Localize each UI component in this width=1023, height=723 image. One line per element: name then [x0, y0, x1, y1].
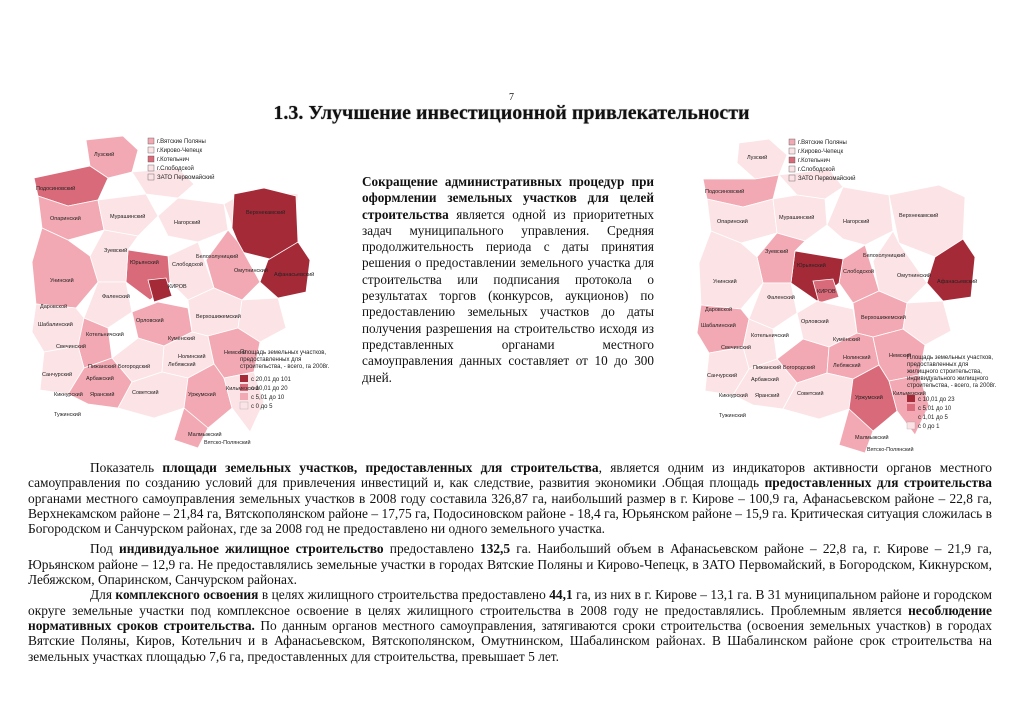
svg-text:Нолинский: Нолинский	[178, 354, 206, 360]
svg-text:Советский: Советский	[132, 390, 159, 396]
legend-city: г.Вятские Поляны	[157, 139, 206, 145]
svg-text:Опаринский: Опаринский	[717, 219, 748, 225]
svg-text:Слободской: Слободской	[172, 262, 203, 268]
svg-text:Верхошижемский: Верхошижемский	[861, 315, 906, 321]
svg-text:Лузский: Лузский	[747, 155, 768, 161]
legend-title-line: строительства, - всего, га 2008г.	[907, 383, 997, 389]
svg-text:Вятско-Полянский: Вятско-Полянский	[867, 447, 914, 453]
legend-city: г.Вятские Поляны	[798, 140, 847, 146]
svg-text:Богородский: Богородский	[118, 364, 151, 370]
svg-text:Фаленский: Фаленский	[767, 295, 795, 301]
legend-title-line: жилищного строительства,	[907, 369, 982, 375]
svg-text:Шабалинский: Шабалинский	[701, 323, 736, 329]
svg-text:Немский: Немский	[889, 353, 912, 359]
svg-text:Санчурский: Санчурский	[42, 372, 73, 378]
svg-text:КИРОВ: КИРОВ	[168, 284, 187, 290]
page-title: 1.3. Улучшение инвестиционной привлекательности	[273, 102, 750, 124]
svg-text:Нагорский: Нагорский	[174, 220, 201, 226]
legend-class: с 0 до 5	[251, 404, 273, 410]
svg-text:Орловский: Орловский	[801, 319, 829, 325]
svg-text:Шабалинский: Шабалинский	[38, 322, 73, 328]
intro-rest: является одной из приоритетных задач муниципального управления. Средняя продолжительность периода с даты принятия решения о предоставлении земельного участка для строительства или подписания протокола о результатах торгов (конкурсов, аукционов) по предоставлению земельных участков до даты получения разрешения на строительство исходя из представленных органами местного самоуправления данных составляет от 10 до 300 дней.	[362, 206, 654, 385]
svg-text:Подосиновский: Подосиновский	[36, 186, 76, 192]
legend-title-line: индивидуального жилищного	[907, 376, 989, 382]
paragraph-individual-housing: Под индивидуальное жилищное строительство предоставлено 132,5 га. Наибольший объем в Афанасьевском районе – 22,8 га, г. Кирове – 21,9 га, Юрьянском районе – 12,9 га. Не предоставлялись земельные участки в городах Вятские Поляны и Кирово-Чепецк, в ЗАТО Первомайский, в Богородском, Кикнурском, Лебяжском, Опаринском, Санчурском районах.	[28, 541, 993, 588]
svg-text:Арбажский: Арбажский	[751, 377, 779, 383]
legend-title-line: Площадь земельных участков,	[240, 350, 327, 356]
svg-text:Омутнинский: Омутнинский	[234, 268, 268, 274]
svg-text:Афанасьевский: Афанасьевский	[937, 279, 978, 285]
svg-text:Орловский: Орловский	[136, 318, 164, 324]
map-housing-plots	[693, 133, 1023, 458]
svg-text:Кикнурский: Кикнурский	[54, 392, 83, 398]
svg-text:Белохолуницкий: Белохолуницкий	[196, 254, 239, 260]
svg-text:Лебяжский: Лебяжский	[833, 363, 861, 369]
legend-class: с 10,01 до 20	[251, 386, 288, 392]
svg-text:Нолинский: Нолинский	[843, 355, 871, 361]
svg-text:КИРОВ: КИРОВ	[817, 289, 836, 295]
map-housing-plots-svg	[693, 133, 1023, 458]
svg-text:Зуевский: Зуевский	[765, 249, 789, 255]
svg-text:Нагорский: Нагорский	[843, 219, 870, 225]
page-number: 7	[509, 92, 514, 103]
legend-class: с 10,01 до 23	[918, 397, 955, 403]
svg-text:Арбажский: Арбажский	[86, 376, 114, 382]
legend-city: ЗАТО Первомайский	[798, 176, 856, 182]
map-land-plots-total-svg	[28, 132, 354, 450]
svg-text:Пижанский: Пижанский	[88, 364, 117, 370]
svg-text:Советский: Советский	[797, 391, 824, 397]
map-land-plots-total	[28, 132, 354, 450]
svg-text:Малмыжский: Малмыжский	[855, 435, 889, 441]
legend-title-line: Площадь земельных участков,	[907, 355, 994, 361]
paragraph-land-area: Показатель площади земельных участков, предоставленных для строительства, является одним из индикаторов активности органов местного самоуправления по созданию условий для привлечения инвестиций и, как следствие, развития экономики .Общая площадь предоставленных для строительства органами местного самоуправления земельных участков в 2008 году составила 326,87 га, наибольший размер в г. Кирове – 100,9 га, Афанасьевском районе – 22,8 га, Верхнекамском районе – 21,84 га, Вятскополянском районе – 17,75 га, Подосиновском районе - 18,4 га, Юрьянском районе – 15,9 га. Критическая ситуация сложилась в Богородском и Санчурском районах, где за 2008 год не предоставлено ни одного земельного участка.	[28, 460, 992, 537]
svg-text:Богородский: Богородский	[783, 365, 816, 371]
svg-text:Опаринский: Опаринский	[50, 216, 81, 222]
svg-text:Лебяжский: Лебяжский	[168, 362, 196, 368]
legend-class: с 1,01 до 5	[918, 415, 948, 421]
svg-text:Омутнинский: Омутнинский	[897, 273, 931, 279]
svg-text:Мурашинский: Мурашинский	[779, 215, 815, 221]
svg-text:Тужинский: Тужинский	[719, 413, 746, 419]
svg-text:Уржумский: Уржумский	[188, 392, 216, 398]
legend-city: г.Слободской	[157, 166, 194, 172]
svg-text:Кильмезский: Кильмезский	[226, 386, 259, 392]
legend-city: ЗАТО Первомайский	[157, 175, 215, 181]
legend-city: г.Слободской	[798, 167, 835, 173]
svg-text:Верхнекамский: Верхнекамский	[899, 213, 939, 219]
intro-paragraph	[362, 174, 654, 386]
svg-text:Мурашинский: Мурашинский	[110, 214, 146, 220]
svg-text:Котельничский: Котельничский	[86, 332, 124, 338]
legend-title-line: строительства, - всего, га 2008г.	[240, 364, 330, 370]
svg-text:Зуевский: Зуевский	[104, 248, 128, 254]
body-text	[28, 460, 992, 664]
svg-text:Котельничский: Котельничский	[751, 333, 789, 339]
svg-text:Юрьянский: Юрьянский	[130, 260, 159, 266]
svg-text:Кумёнский: Кумёнский	[833, 337, 861, 343]
svg-text:Малмыжский: Малмыжский	[188, 432, 222, 438]
svg-text:Тужинский: Тужинский	[54, 412, 81, 418]
svg-text:Кильмезский: Кильмезский	[893, 391, 926, 397]
svg-text:Пижанский: Пижанский	[753, 365, 782, 371]
legend-city: г.Котельнич	[157, 157, 190, 163]
svg-text:Юрьянский: Юрьянский	[797, 263, 826, 269]
svg-text:Афанасьевский: Афанасьевский	[274, 272, 315, 278]
svg-text:Верхнекамский: Верхнекамский	[246, 210, 286, 216]
legend-title-line: предоставленных для	[907, 362, 969, 368]
svg-text:Кумёнский: Кумёнский	[168, 336, 196, 342]
svg-text:Кикнурский: Кикнурский	[719, 393, 748, 399]
legend-class: с 20,01 до 101	[251, 377, 291, 383]
map-district	[132, 168, 194, 198]
map-district	[779, 169, 843, 199]
svg-text:Даровской: Даровской	[40, 304, 68, 310]
svg-text:Даровской: Даровской	[705, 307, 733, 313]
svg-text:Санчурский: Санчурский	[707, 373, 738, 379]
svg-text:Фаленский: Фаленский	[102, 294, 130, 300]
legend-city: г.Кирово-Чепецк	[157, 148, 203, 154]
map-legend	[789, 139, 855, 182]
svg-text:Немский: Немский	[224, 350, 247, 356]
svg-text:Вятско-Полянский: Вятско-Полянский	[204, 440, 251, 446]
svg-text:Свечинский: Свечинский	[56, 344, 86, 350]
legend-class: с 5,01 до 10	[918, 406, 952, 412]
svg-text:Слободской: Слободской	[843, 269, 874, 275]
map-district	[699, 231, 763, 309]
legend-class: с 5,01 до 10	[251, 395, 285, 401]
svg-text:Уржумский: Уржумский	[855, 395, 883, 401]
svg-text:Подосиновский: Подосиновский	[705, 189, 745, 195]
map-legend	[148, 138, 214, 181]
svg-text:Лузский: Лузский	[94, 152, 115, 158]
svg-text:Верхошижемский: Верхошижемский	[196, 314, 241, 320]
legend-class: с 0 до 1	[918, 424, 940, 430]
svg-text:Белохолуницкий: Белохолуницкий	[863, 253, 906, 259]
svg-text:Унинский: Унинский	[713, 279, 737, 285]
legend-city: г.Кирово-Чепецк	[798, 149, 844, 155]
intro-lead: Сокращение административных процедур при оформлении земельных участков для целей строительства	[362, 174, 654, 222]
svg-text:Свечинский: Свечинский	[721, 345, 751, 351]
svg-text:Унинский: Унинский	[50, 278, 74, 284]
map-district	[32, 228, 98, 308]
map-district	[827, 187, 893, 245]
svg-text:Яранский: Яранский	[90, 392, 115, 398]
legend-city: г.Котельнич	[798, 158, 831, 164]
legend-title-line: предоставленных для	[240, 357, 302, 363]
svg-text:Яранский: Яранский	[755, 393, 780, 399]
paragraph-complex-development: Для комплексного освоения в целях жилищного строительства предоставлено 44,1 га, из них в г. Кирове – 13,1 га. В 31 муниципальном районе и городском округе земельные участки под комплексное освоение в целях жилищного строительства в 2008 году не предоставлялись. Проблемным является несоблюдение нормативных сроков строительства. По данным органов местного самоуправления, затягиваются сроки строительства (освоения земельных участков) в городах Вятские Поляны, Киров, Котельнич и в Афанасьевском, Вятскополянском, Омутнинском, Шабалинском районах. В Шабалинском районе срок строительства на земельных участках площадью 7,6 га, предоставленных для строительства, превышает 5 лет.	[28, 587, 993, 664]
